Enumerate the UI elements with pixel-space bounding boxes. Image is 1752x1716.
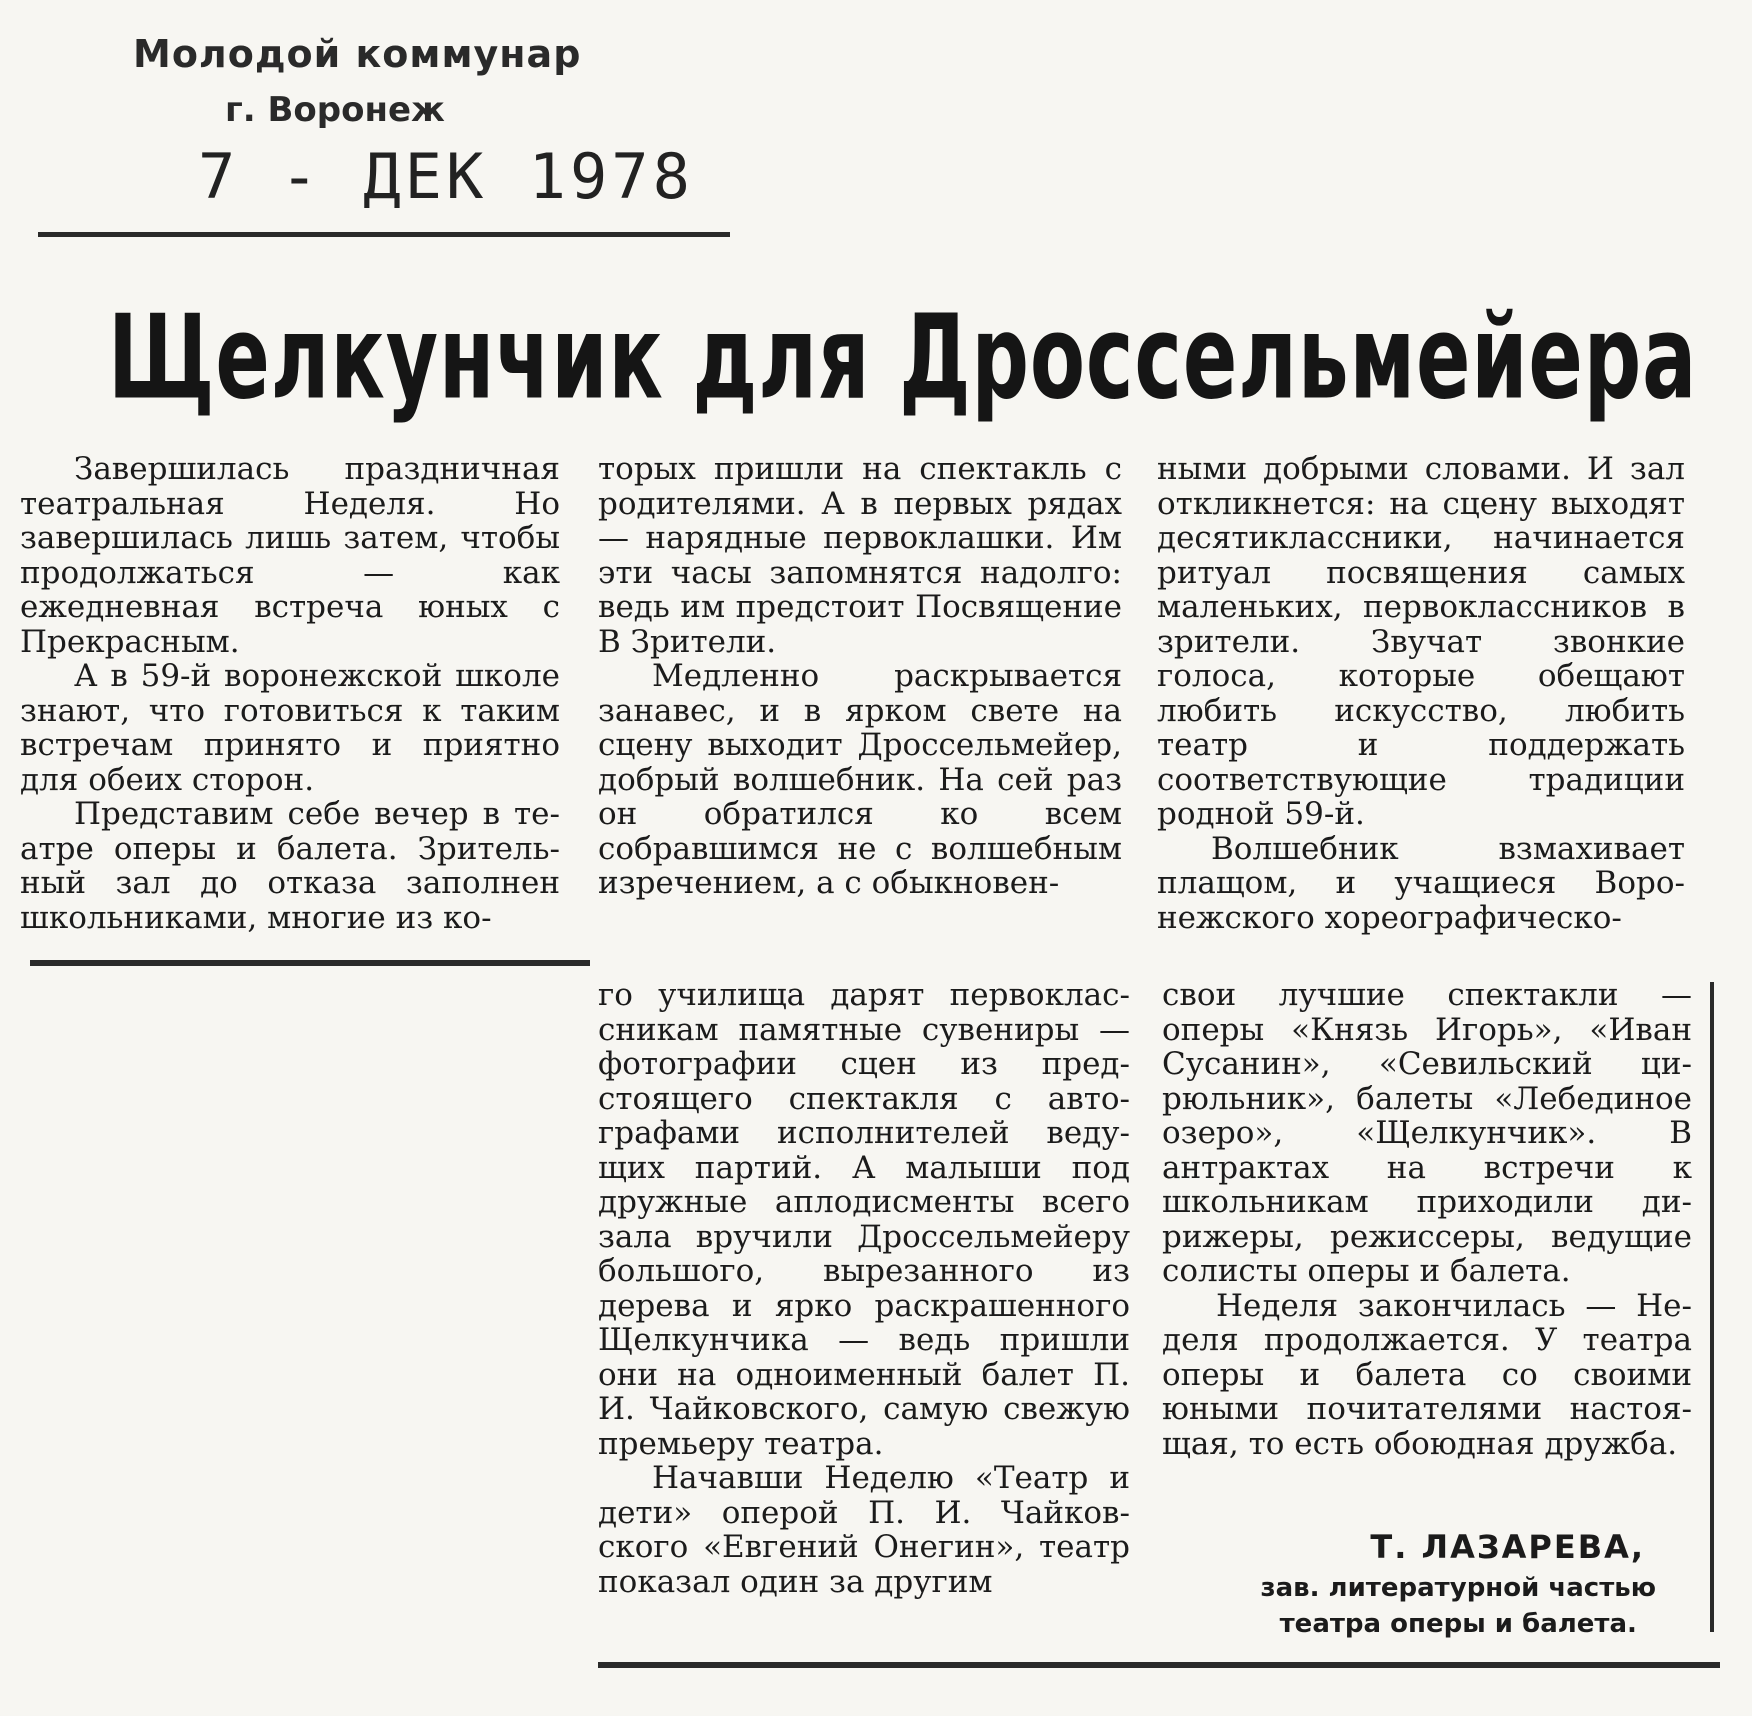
city-stamp: г. Воронеж	[225, 90, 445, 130]
paragraph: Волшебник взмахивает плащом, и учащиеся Воронежского хореографическо-	[1157, 830, 1685, 936]
paragraph: го училища дарят первоклассникам памятные сувениры — фотографии сцен из предстоящего спектакля с автографами исполнителей ведущих партий. А малыши под дружные аплодисменты всего зала вручили Дроссельмейеру большого, вырезанного из дерева и ярко раскрашенного Щелкунчика — ведь пришли они на одноименный балет П. И. Чайковского, самую свежую премьеру театра.	[598, 977, 1130, 1462]
paragraph: Завершилась праздничная театральная Неделя. Но завершилась лишь затем, чтобы продолжаться — как ежедневная встреча юных с Прекрасным.	[20, 451, 560, 660]
article-column-1	[20, 452, 560, 935]
date-stamp: 7 - ДЕК 1978	[198, 140, 694, 213]
position-line-1: зав. литературной частью	[1260, 1573, 1656, 1603]
article-column-5	[1162, 978, 1692, 1461]
paragraph: торых пришли на спектакль с родителями. А в первых рядах — нарядные первоклашки. Им эти часы запомнятся надолго: ведь им предстоит Посвящение В Зрители.	[598, 451, 1122, 660]
paragraph: Представим себе вечер в театре оперы и балета. Зрительный зал до отказа заполнен школьниками, многие из ко-	[20, 796, 560, 936]
bottom-divider	[598, 1662, 1720, 1668]
corner-rule-vertical	[1710, 982, 1714, 1632]
position-line-2: театра оперы и балета.	[1279, 1609, 1637, 1639]
article-headline: Щелкунчик для Дроссельмейера	[108, 291, 1698, 427]
article-column-4	[598, 978, 1130, 1599]
paragraph: А в 59-й воронежской школе знают, что готовиться к таким встречам принято и приятно для обеих сторон.	[20, 658, 560, 798]
column-divider	[30, 960, 590, 966]
paragraph: Медленно раскрывается занавес, и в ярком свете на сцену выходит Дроссельмейер, добрый волшебник. На сей раз он обратился ко всем собравшимся не с волшебным изречением, а с обыкновен-	[598, 658, 1122, 901]
article-column-3	[1157, 452, 1685, 935]
paragraph: Неделя закончилась — Неделя продолжается. У театра оперы и балета со своими юными почитателями настоящая, то есть обоюдная дружба.	[1162, 1287, 1692, 1462]
paragraph: Начавши Неделю «Театр и дети» оперой П. И. Чайковского «Евгений Онегин», театр показал один за другим	[598, 1460, 1130, 1600]
paragraph: свои лучшие спектакли — оперы «Князь Игорь», «Иван Сусанин», «Севильский цирюльник», балеты «Лебединое озеро», «Щелкунчик». В антрактах на встречи к школьникам приходили дирижеры, режиссеры, ведущие солисты оперы и балета.	[1162, 977, 1692, 1289]
top-divider	[38, 232, 730, 237]
paragraph: ными добрыми словами. И зал откликнется: на сцену выходят десятиклассники, начинается ритуал посвящения самых маленьких, первоклассников в зрители. Звучат звонкие голоса, которые обещают любить искусство, любить театр и поддержать соответствующие традиции родной 59-й.	[1157, 451, 1685, 832]
author-signature: Т. ЛАЗАРЕВА,	[1370, 1528, 1645, 1566]
newspaper-name-stamp: Молодой коммунар	[133, 32, 582, 76]
author-position	[1261, 1570, 1656, 1642]
article-column-2	[598, 452, 1122, 901]
